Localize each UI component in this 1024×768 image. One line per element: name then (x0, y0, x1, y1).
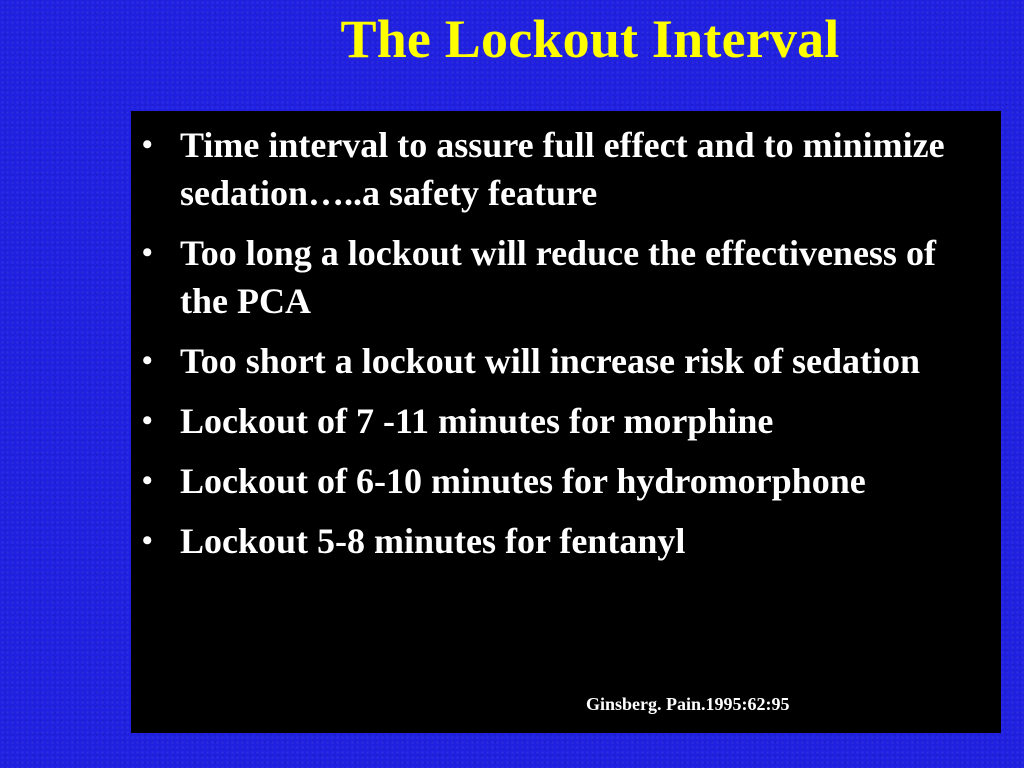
bullet-item-1 (131, 121, 991, 217)
bullet-dot-icon: • (142, 236, 153, 269)
bullet-list (131, 121, 991, 577)
bullet-item-4 (131, 397, 991, 445)
bullet-dot-icon: • (142, 344, 153, 377)
bullet-dot-icon: • (142, 404, 153, 437)
bullet-text-6: Lockout 5-8 minutes for fentanyl (180, 521, 686, 561)
bullet-item-2 (131, 229, 991, 325)
bullet-dot-icon: • (142, 464, 153, 497)
slide-title: The Lockout Interval (340, 9, 840, 69)
bullet-item-3 (131, 337, 991, 385)
bullet-text-1: Time interval to assure full effect and to minimize sedation…..a safety feature (180, 125, 945, 213)
bullet-item-5 (131, 457, 991, 505)
bullet-text-5: Lockout of 6-10 minutes for hydromorphone (180, 461, 866, 501)
bullet-text-2: Too long a lockout will reduce the effectiveness of the PCA (180, 233, 936, 321)
bullet-text-4: Lockout of 7 -11 minutes for morphine (180, 401, 774, 441)
citation: Ginsberg. Pain.1995:62:95 (586, 694, 790, 714)
bullet-item-6 (131, 517, 991, 565)
bullet-dot-icon: • (142, 128, 153, 161)
bullet-dot-icon: • (142, 524, 153, 557)
content-box (131, 111, 1001, 733)
bullet-text-3: Too short a lockout will increase risk of sedation (180, 341, 921, 381)
